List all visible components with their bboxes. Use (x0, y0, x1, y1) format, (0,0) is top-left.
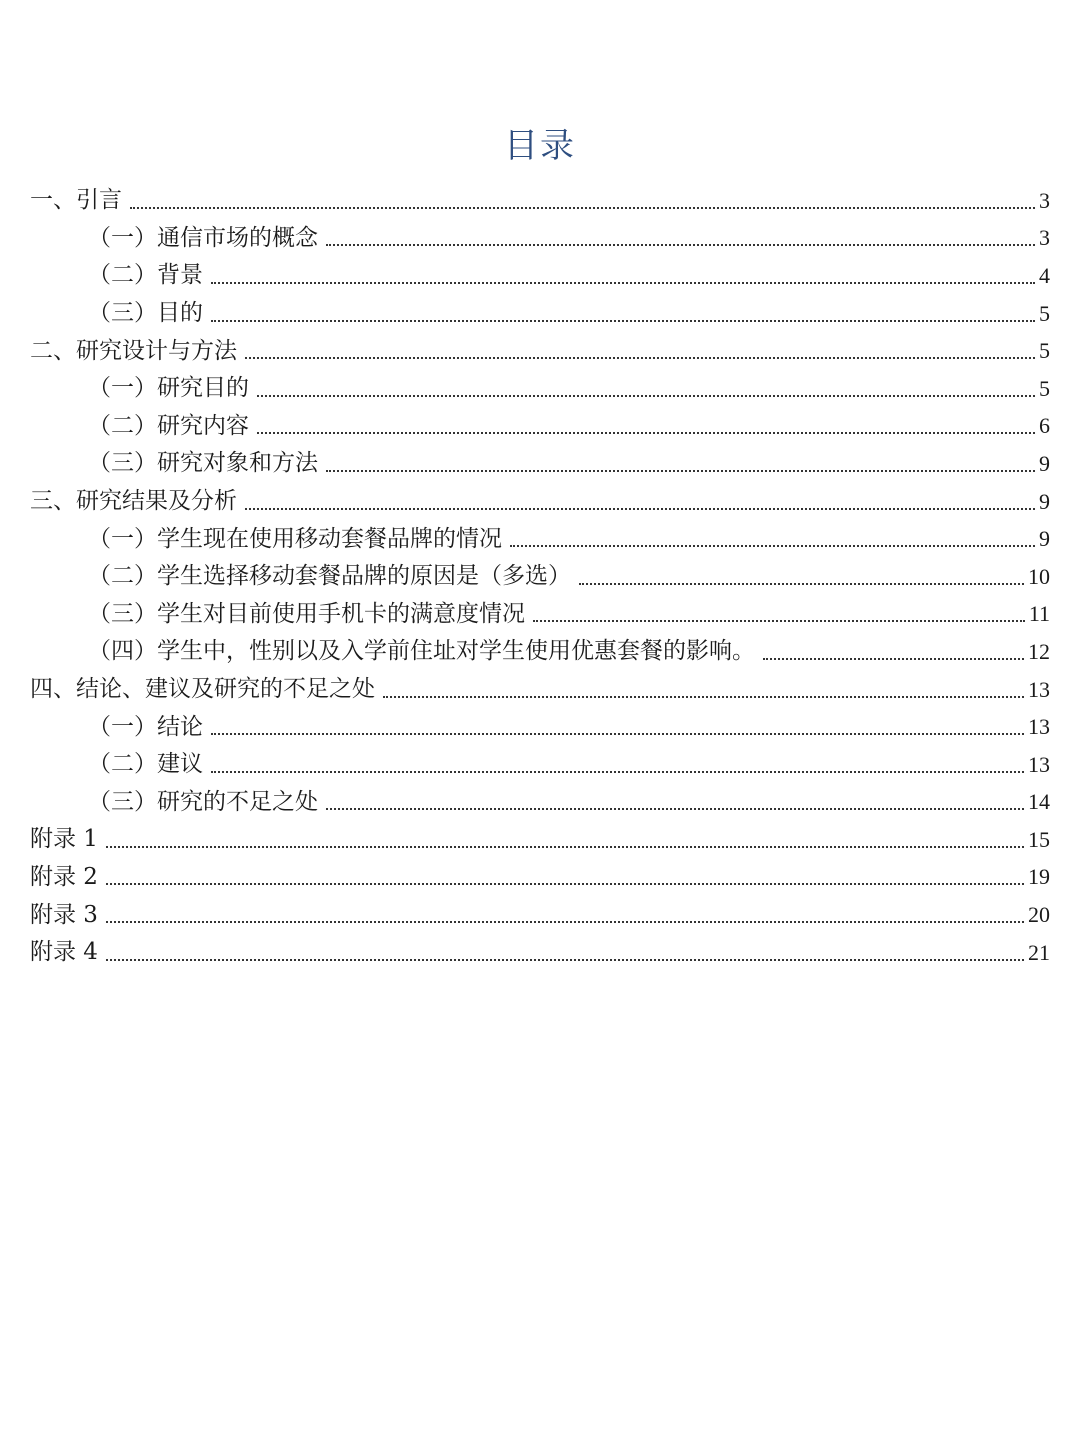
toc-entry-label: （二）学生选择移动套餐品牌的原因是（多选） (88, 563, 571, 590)
toc-dot-leader (326, 244, 1035, 246)
toc-entry-label: （三）研究对象和方法 (88, 450, 318, 477)
toc-dot-leader (326, 470, 1035, 472)
toc-page-number: 6 (1039, 413, 1050, 439)
toc-dot-leader (211, 733, 1024, 735)
toc-entry-label: （三）目的 (88, 300, 203, 327)
toc-page-number: 9 (1039, 526, 1050, 552)
toc-page-number: 4 (1039, 262, 1050, 288)
toc-entry[interactable] (0, 896, 1080, 934)
toc-entry-label: （一）学生现在使用移动套餐品牌的情况 (88, 525, 502, 552)
toc-dot-leader (245, 508, 1035, 510)
toc-page-number: 20 (1028, 902, 1050, 928)
toc-entry[interactable] (0, 370, 1080, 408)
toc-page-number: 10 (1028, 563, 1050, 589)
toc-dot-leader (211, 320, 1035, 322)
toc-dot-leader (510, 545, 1035, 547)
toc-page-number: 21 (1028, 939, 1050, 965)
toc-entry-label: 三、研究结果及分析 (30, 488, 237, 515)
toc-dot-leader (130, 207, 1035, 209)
toc-dot-leader (106, 846, 1024, 848)
toc-entry-label: （二）研究内容 (88, 412, 249, 439)
toc-dot-leader (533, 620, 1025, 622)
toc-page-number: 3 (1039, 225, 1050, 251)
toc-entry[interactable] (0, 633, 1080, 671)
toc-entry-label: （二）背景 (88, 262, 203, 289)
toc-entry-label: （三）研究的不足之处 (88, 788, 318, 815)
toc-entry[interactable] (0, 520, 1080, 558)
toc-title: 目录 (504, 126, 576, 166)
toc-page-number: 11 (1028, 601, 1050, 627)
toc-dot-leader (326, 808, 1024, 810)
toc-entry-label: 附录 4 (30, 939, 98, 966)
toc-page-number: 13 (1028, 676, 1050, 702)
toc-page-number: 13 (1028, 714, 1050, 740)
toc-page-number: 13 (1028, 751, 1050, 777)
toc-entry-label: 一、引言 (30, 187, 122, 214)
toc-entry[interactable] (0, 220, 1080, 258)
toc-dot-leader (106, 921, 1024, 923)
toc-page-number: 15 (1028, 826, 1050, 852)
toc-dot-leader (579, 583, 1024, 585)
toc-dot-leader (106, 959, 1024, 961)
toc-dot-leader (106, 883, 1024, 885)
toc-entry-label: 附录 3 (30, 901, 98, 928)
toc-entry[interactable] (0, 483, 1080, 521)
toc-page-number: 5 (1039, 375, 1050, 401)
toc-entry-label: （一）结论 (88, 713, 203, 740)
toc-entry-label: （一）研究目的 (88, 375, 249, 402)
toc-page-number: 9 (1039, 488, 1050, 514)
toc-entry-label: 附录 2 (30, 863, 98, 890)
toc-dot-leader (257, 432, 1035, 434)
toc-entry[interactable] (0, 746, 1080, 784)
toc-page-number: 3 (1039, 187, 1050, 213)
toc-entry[interactable] (0, 784, 1080, 822)
toc-page-number: 9 (1039, 450, 1050, 476)
toc-entry[interactable] (0, 182, 1080, 220)
toc-dot-leader (211, 282, 1035, 284)
toc-entry[interactable] (0, 708, 1080, 746)
toc-entry[interactable] (0, 558, 1080, 596)
toc-entry[interactable] (0, 332, 1080, 370)
toc-entry[interactable] (0, 671, 1080, 709)
toc-page-number: 12 (1028, 638, 1050, 664)
toc-entry[interactable] (0, 859, 1080, 897)
toc-dot-leader (245, 357, 1035, 359)
toc-entry-label: （三）学生对目前使用手机卡的满意度情况 (88, 600, 525, 627)
toc-entry[interactable] (0, 934, 1080, 972)
toc-entry[interactable] (0, 821, 1080, 859)
toc-page-number: 5 (1039, 338, 1050, 364)
toc-dot-leader (257, 395, 1035, 397)
toc-entry-label: 二、研究设计与方法 (30, 337, 237, 364)
toc-page-number: 19 (1028, 864, 1050, 890)
toc-dot-leader (763, 658, 1024, 660)
toc-entry-label: （四）学生中，性别以及入学前住址对学生使用优惠套餐的影响。 (88, 638, 755, 665)
toc-entry[interactable] (0, 445, 1080, 483)
toc-page-number: 14 (1028, 789, 1050, 815)
toc-list (0, 182, 1080, 971)
toc-dot-leader (383, 696, 1024, 698)
toc-entry-label: 四、结论、建议及研究的不足之处 (30, 676, 375, 703)
toc-page-number: 5 (1039, 300, 1050, 326)
toc-dot-leader (211, 771, 1024, 773)
toc-entry[interactable] (0, 295, 1080, 333)
toc-entry[interactable] (0, 596, 1080, 634)
toc-entry-label: （二）建议 (88, 751, 203, 778)
toc-entry-label: （一）通信市场的概念 (88, 224, 318, 251)
toc-entry[interactable] (0, 408, 1080, 446)
toc-entry[interactable] (0, 257, 1080, 295)
toc-entry-label: 附录 1 (30, 826, 98, 853)
